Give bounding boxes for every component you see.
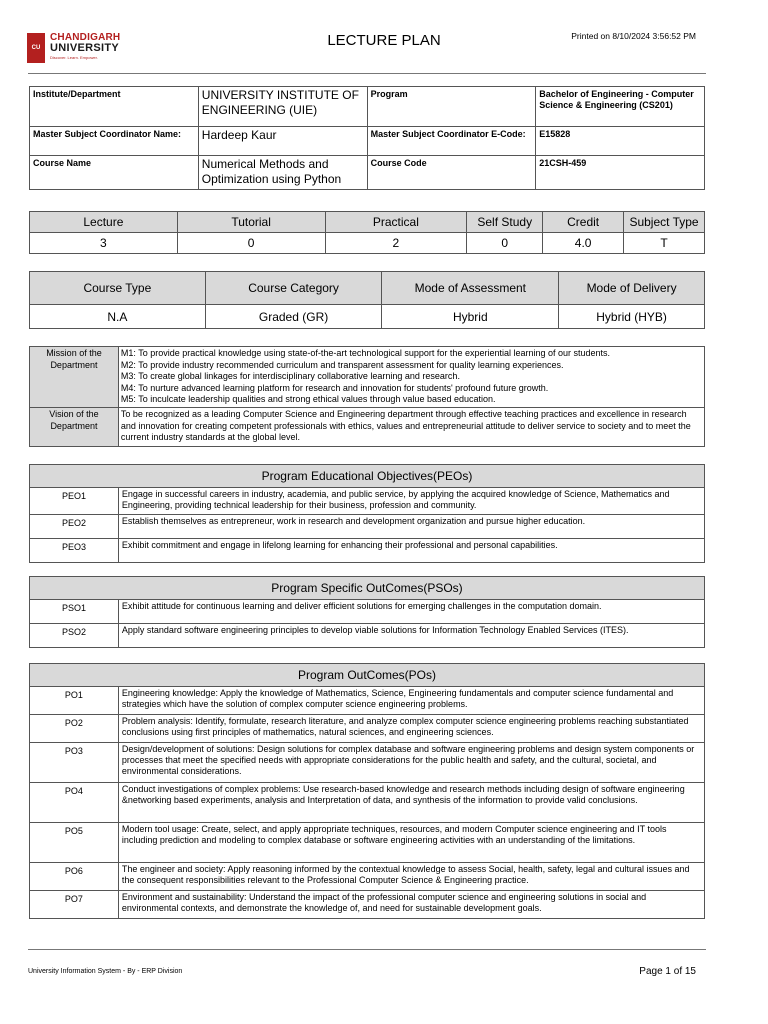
- logo-line1: CHANDIGARH: [50, 32, 121, 43]
- coordinator-name-label: Master Subject Coordinator Name:: [30, 127, 199, 156]
- lecture-value: 3: [30, 233, 178, 254]
- po-text: Engineering knowledge: Apply the knowledge of Mathematics, Science, Engineering fundamentals and computer science fundamental and strategies which have the solution of complex computer science engineering problems.: [118, 687, 704, 715]
- practical-value: 2: [325, 233, 467, 254]
- po-code: PO7: [30, 891, 119, 919]
- po-text: Conduct investigations of complex problems: Use research-based knowledge and research methods including design of software engineering &networking based experiments, analysis and Interpretation of data, and synthesis of the information to provide valid conclusions.: [118, 783, 704, 823]
- po-title: Program OutComes(POs): [30, 664, 705, 687]
- mission-line: M4: To nurture advanced learning platform for research and innovation for students' profound future growth.: [120, 382, 549, 393]
- peo-code: PEO2: [30, 515, 119, 539]
- delivery-mode-header: Mode of Delivery: [559, 272, 705, 305]
- page-title: LECTURE PLAN: [327, 32, 441, 49]
- tutorial-value: 0: [177, 233, 325, 254]
- mission-line: M1: To provide practical knowledge using state-of-the-art technological support for the experiential learning of our students.: [120, 348, 611, 358]
- course-category-value: Graded (GR): [205, 305, 382, 329]
- po-text: Problem analysis: Identify, formulate, research literature, and analyze complex computer science engineering problems reaching substantiated conclusions using first principles of mathematics, natural sciences, and engineering sciences.: [118, 715, 704, 743]
- coordinator-ecode-label: Master Subject Coordinator E-Code:: [367, 127, 536, 156]
- po-text: Modern tool usage: Create, select, and apply appropriate techniques, resources, and modern Computer science engineering and IT tools including prediction and modeling to complex database or software engineering activities with an understanding of the limitations.: [118, 823, 704, 863]
- course-name-value: Numerical Methods and Optimization using Python: [198, 156, 367, 190]
- po-code: PO6: [30, 863, 119, 891]
- course-info-table: [29, 86, 705, 190]
- peo-code: PEO1: [30, 488, 119, 515]
- mission-line: M2: To provide industry recommended curriculum and transparent assessment for quality learning experiences.: [120, 359, 564, 370]
- table-row: [30, 783, 705, 823]
- self-study-header: Self Study: [467, 212, 543, 233]
- delivery-mode-value: Hybrid (HYB): [559, 305, 705, 329]
- table-row: [30, 624, 705, 648]
- self-study-value: 0: [467, 233, 543, 254]
- table-row: [30, 600, 705, 624]
- printed-timestamp: Printed on 8/10/2024 3:56:52 PM: [571, 31, 696, 41]
- logo-line2: UNIVERSITY: [50, 42, 120, 54]
- program-label: Program: [367, 87, 536, 127]
- pso-text: Apply standard software engineering principles to develop viable solutions for Information Technology Enabled Services (ITES).: [118, 624, 704, 648]
- credit-header: Credit: [543, 212, 624, 233]
- peo-table: [29, 464, 705, 563]
- course-code-label: Course Code: [367, 156, 536, 190]
- pso-title: Program Specific OutComes(PSOs): [30, 577, 705, 600]
- vision-label: Vision of the Department: [30, 408, 119, 447]
- mission-line: M3: To create global linkages for interdisciplinary collaborative learning and research.: [120, 371, 460, 381]
- lecture-header: Lecture: [30, 212, 178, 233]
- table-row: [30, 743, 705, 783]
- course-type-header: Course Type: [30, 272, 206, 305]
- table-row: [30, 863, 705, 891]
- po-text: Environment and sustainability: Understand the impact of the professional computer science and engineering solutions in social and environmental contexts, and demonstrate the knowledge of, and need for sustainable development goals.: [118, 891, 704, 919]
- table-row: [30, 515, 705, 539]
- page-number: Page 1 of 15: [639, 966, 696, 977]
- po-text: Design/development of solutions: Design solutions for complex database and software engineering problems and design system components or processes that meet the specified needs with appropriate considerations for the public health and safety, and the cultural, societal, and environmental considerations.: [118, 743, 704, 783]
- tutorial-header: Tutorial: [177, 212, 325, 233]
- table-row: [30, 715, 705, 743]
- course-type-value: N.A: [30, 305, 206, 329]
- header-divider: [28, 73, 706, 74]
- hours-table: [29, 211, 705, 254]
- po-text: The engineer and society: Apply reasoning informed by the contextual knowledge to assess Social, health, safety, legal and cultural issues and the consequent responsibilities relevant to the Professional Computer Science & Engineering practice.: [118, 863, 704, 891]
- course-code-value: 21CSH-459: [536, 156, 705, 190]
- credit-value: 4.0: [543, 233, 624, 254]
- peo-text: Engage in successful careers in industry, academia, and public service, by applying the acquired knowledge of Science, Mathematics and Engineering, providing technical leadership for their business, profession and community.: [118, 488, 704, 515]
- course-name-label: Course Name: [30, 156, 199, 190]
- pso-text: Exhibit attitude for continuous learning and deliver efficient solutions for emerging challenges in the computation domain.: [118, 600, 704, 624]
- peo-title: Program Educational Objectives(PEOs): [30, 465, 705, 488]
- footer-system-label: University Information System - By - ERP Division: [28, 968, 183, 975]
- course-category-header: Course Category: [205, 272, 382, 305]
- footer-divider: [28, 949, 706, 950]
- po-code: PO4: [30, 783, 119, 823]
- pso-table: [29, 576, 705, 648]
- institute-label: Institute/Department: [30, 87, 199, 127]
- coordinator-ecode-value: E15828: [536, 127, 705, 156]
- table-row: [30, 823, 705, 863]
- course-type-table: [29, 271, 705, 329]
- crest-icon: CU: [27, 33, 45, 63]
- mission-vision-table: [29, 346, 705, 447]
- peo-text: Establish themselves as entrepreneur, work in research and development organization and pursue higher education.: [118, 515, 704, 539]
- table-row: [30, 539, 705, 563]
- mission-text: [118, 347, 704, 408]
- program-value: Bachelor of Engineering - Computer Science & Engineering (CS201): [536, 87, 705, 127]
- logo-tagline: Discover. Learn. Empower.: [50, 55, 98, 60]
- table-row: [30, 891, 705, 919]
- subject-type-value: T: [624, 233, 705, 254]
- practical-header: Practical: [325, 212, 467, 233]
- mission-line: M5: To inculcate leadership qualities and strong ethical values through value based education.: [120, 394, 496, 404]
- subject-type-header: Subject Type: [624, 212, 705, 233]
- table-row: [30, 687, 705, 715]
- po-code: PO1: [30, 687, 119, 715]
- assessment-mode-value: Hybrid: [382, 305, 559, 329]
- table-row: [30, 488, 705, 515]
- po-code: PO2: [30, 715, 119, 743]
- mission-label: Mission of the Department: [30, 347, 119, 408]
- institute-value: UNIVERSITY INSTITUTE OF ENGINEERING (UIE): [198, 87, 367, 127]
- pso-code: PSO1: [30, 600, 119, 624]
- vision-text: To be recognized as a leading Computer Science and Engineering department through effective teaching practices and excellence in research and innovation for creating competent professionals with ethics, values and entrepreneurial attitude to deliver service to society and to meet the current industry standards at the global level.: [118, 408, 704, 447]
- coordinator-name-value: Hardeep Kaur: [198, 127, 367, 156]
- po-code: PO3: [30, 743, 119, 783]
- pso-code: PSO2: [30, 624, 119, 648]
- peo-code: PEO3: [30, 539, 119, 563]
- peo-text: Exhibit commitment and engage in lifelong learning for enhancing their professional and personal capabilities.: [118, 539, 704, 563]
- po-code: PO5: [30, 823, 119, 863]
- assessment-mode-header: Mode of Assessment: [382, 272, 559, 305]
- po-table: [29, 663, 705, 919]
